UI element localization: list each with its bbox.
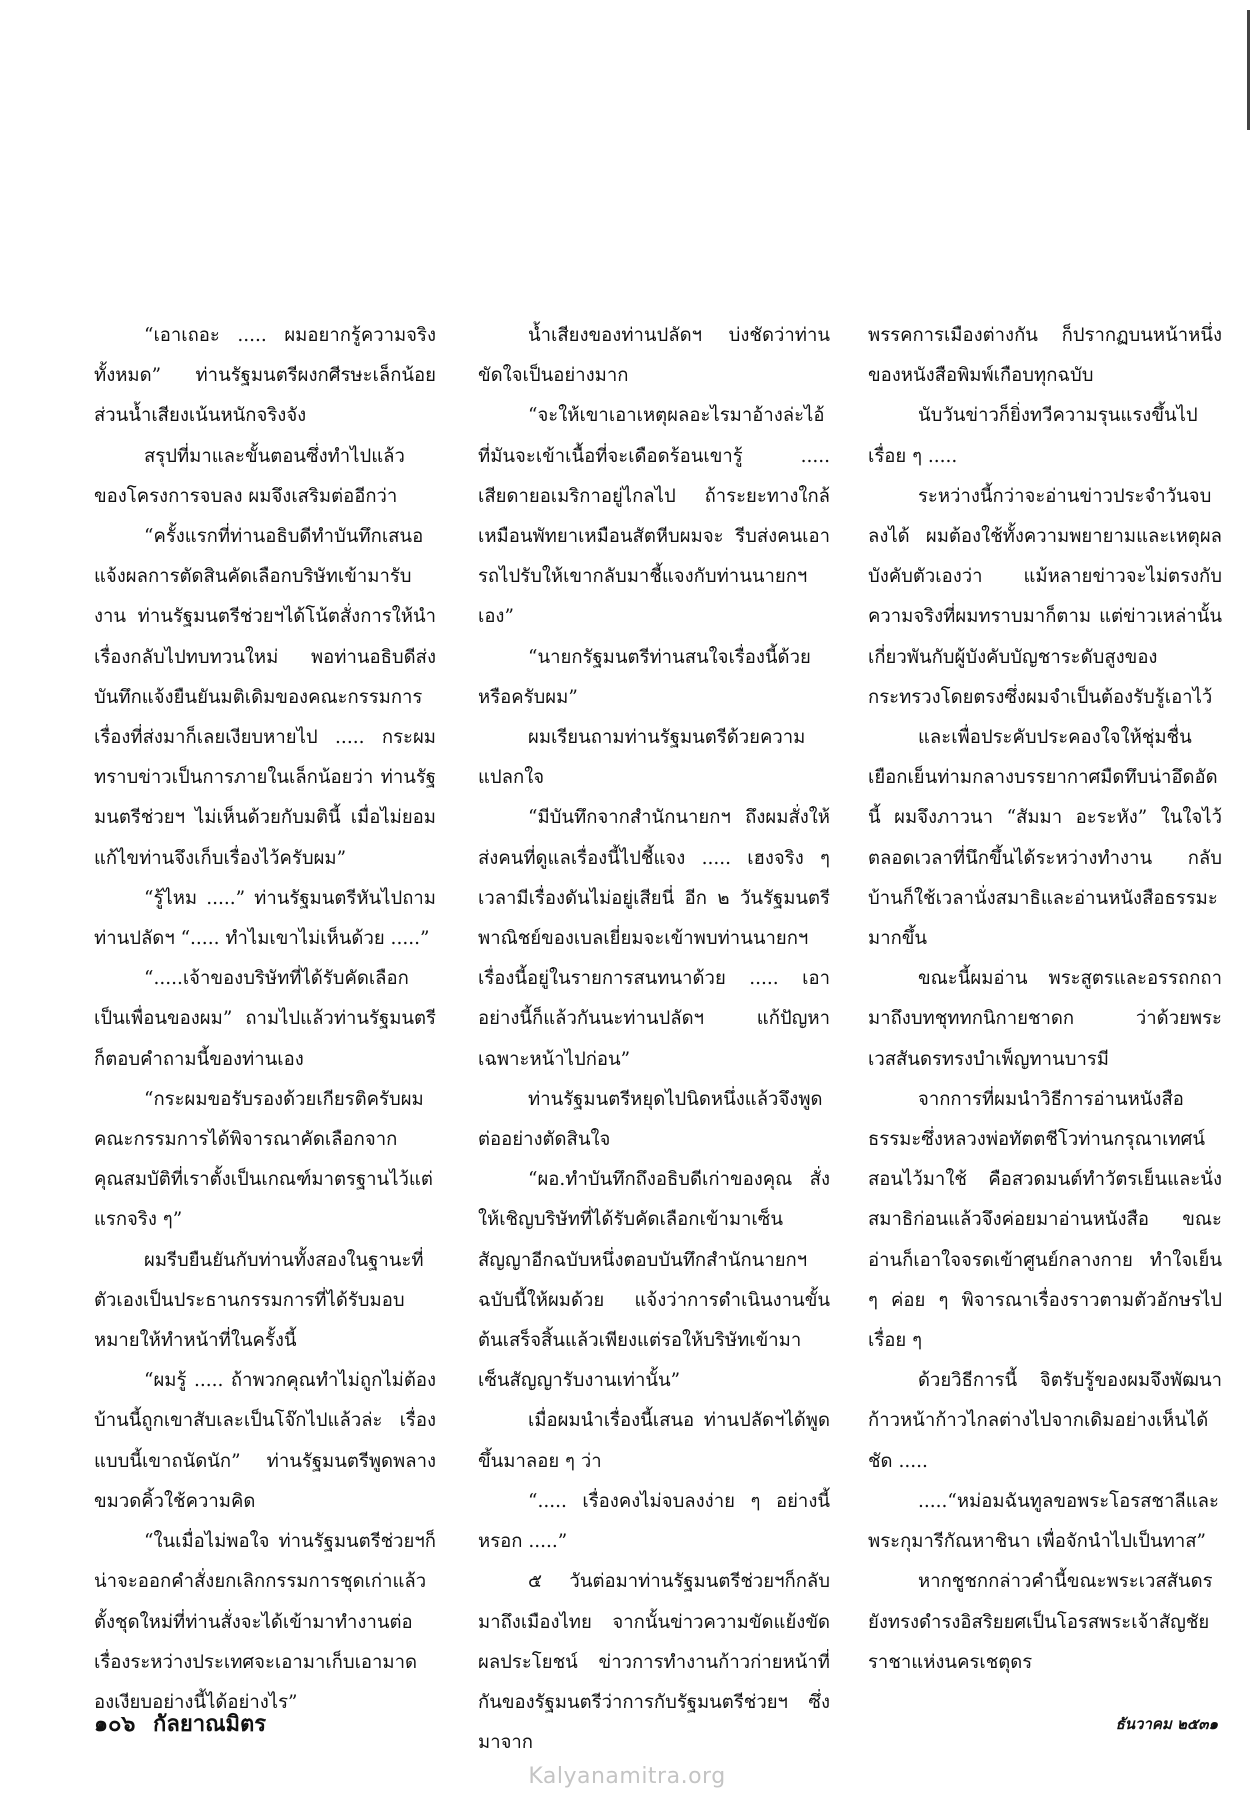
paragraph: “รู้ไหม .....” ท่านรัฐมนตรีหันไปถามท่านปลัดฯ “..... ทำไมเขาไม่เห็นด้วย .....” [94, 887, 436, 950]
paragraph: ด้วยวิธีการนี้ จิตรับรู้ของผมจึงพัฒนาก้าวหน้าก้าวไกลต่างไปจากเดิมอย่างเห็นได้ชัด ..... [868, 1370, 1222, 1472]
text-column-3 [868, 316, 1222, 1696]
paragraph: สรุปที่มาและขั้นตอนซึ่งทำไปแล้วของโครงการจบลง ผมจึงเสริมต่ออีกว่า [94, 445, 405, 507]
paragraph: ผมรีบยืนยันกับท่านทั้งสองในฐานะที่ตัวเองเป็นประธานกรรมการที่ได้รับมอบหมายให้ทำหน้าที่ในครั้งนี้ [94, 1249, 424, 1352]
paragraph: น้ำเสียงของท่านปลัดฯ บ่งชัดว่าท่านขัดใจเป็นอย่างมาก [478, 325, 830, 387]
paragraph: เมื่อผมนำเรื่องนี้เสนอ ท่านปลัดฯได้พูดขึ้นมาลอย ๆ ว่า [478, 1410, 830, 1472]
text-column-1 [94, 316, 436, 1713]
paragraph: ขณะนี้ผมอ่าน พระสูตรและอรรถกถามาถึงบทชุททกนิกายชาดก ว่าด้วยพระเวสสันดรทรงบำเพ็ญทานบารมี [868, 968, 1222, 1070]
paragraph: นับวันข่าวก็ยิ่งทวีความรุนแรงขึ้นไปเรื่อย ๆ ..... [868, 405, 1198, 467]
paragraph: จากการที่ผมนำวิธีการอ่านหนังสือธรรมะซึ่งหลวงพ่อทัตตชีโวท่านกรุณาเทศน์สอนไว้มาใช้ คือสวดมนต์ทำวัตรเย็นและนั่งสมาธิก่อนแล้วจึงค่อยมาอ่านหนังสือ ขณะอ่านก็เอาใจจรดเข้าศูนย์กลางกาย ทำใจเย็น ๆ ค่อย ๆ พิจารณาเรื่องราวตามตัวอักษรไปเรื่อย ๆ [868, 1088, 1222, 1352]
page-number: ๑๐๖ [94, 1712, 136, 1737]
watermark: Kalyanamitra.org [528, 1764, 726, 1789]
paragraph: “นายกรัฐมนตรีท่านสนใจเรื่องนี้ด้วยหรือครับผม” [478, 646, 811, 708]
paragraph: ๕ วันต่อมาท่านรัฐมนตรีช่วยฯก็กลับมาถึงเมืองไทย จากนั้นข่าวความขัดแย้งขัดผลประโยชน์ ข่าวการทำงานก้าวก่ายหน้าที่กันของรัฐมนตรีว่าการกับรัฐมนตรีช่วยฯ ซึ่งมาจาก [478, 1571, 830, 1754]
scan-edge-mark [1247, 10, 1250, 130]
issue-date: ธันวาคม ๒๕๓๑ [1115, 1715, 1218, 1733]
paragraph: “จะให้เขาเอาเหตุผลอะไรมาอ้างล่ะไอ้ที่มันจะเข้าเนื้อที่จะเดือดร้อนเขารู้ ..... เสียดายอเมริกาอยู่ไกลไป ถ้าระยะทางใกล้เหมือนพัทยาเหมือนสัตหีบผมจะ รีบส่งคนเอารถไปรับให้เขากลับมาชี้แจงกับท่านนายกฯเอง” [478, 405, 830, 628]
paragraph: ท่านรัฐมนตรีหยุดไปนิดหนึ่งแล้วจึงพูดต่ออย่างตัดสินใจ [478, 1088, 823, 1151]
paragraph: .....“หม่อมฉันทูลขอพระโอรสชาลีและพระกุมารีกัณหาชินา เพื่อจักนำไปเป็นทาส” [868, 1490, 1219, 1553]
paragraph: “ผมรู้ ..... ถ้าพวกคุณทำไม่ถูกไม่ต้องบ้านนี้ถูกเขาสับเละเป็นโจ๊กไปแล้วล่ะ เรื่องแบบนี้เขาถนัดนัก” ท่านรัฐมนตรีพูดพลางขมวดคิ้วใช้ความคิด [94, 1370, 436, 1512]
paragraph: ผมเรียนถามท่านรัฐมนตรีด้วยความแปลกใจ [478, 727, 806, 789]
paragraph: “.....เจ้าของบริษัทที่ได้รับคัดเลือกเป็นเพื่อนของผม” ถามไปแล้วท่านรัฐมนตรีก็ตอบคำถามนี้ของท่านเอง [94, 968, 436, 1070]
text-column-2 [478, 316, 830, 1754]
paragraph: พรรคการเมืองต่างกัน ก็ปรากฏบนหน้าหนึ่งของหนังสือพิมพ์เกือบทุกฉบับ [868, 325, 1222, 387]
paragraph: ระหว่างนี้กว่าจะอ่านข่าวประจำวันจบลงได้ ผมต้องใช้ทั้งความพยายามและเหตุผลบังคับตัวเองว่า แม้หลายข่าวจะไม่ตรงกับความจริงที่ผมทราบมาก็ตาม แต่ข่าวเหล่านั้นเกี่ยวพันกับผู้บังคับบัญชาระดับสูงของกระทรวงโดยตรงซึ่งผมจำเป็นต้องรับรู้เอาไว้ [868, 485, 1222, 708]
paragraph: “มีบันทึกจากสำนักนายกฯ ถึงผมสั่งให้ส่งคนที่ดูแลเรื่องนี้ไปชี้แจง ..... เฮงจริง ๆ เวลามีเรื่องดันไม่อยู่เสียนี่ อีก ๒ วันรัฐมนตรีพาณิชย์ของเบลเยี่ยมจะเข้าพบท่านนายกฯ เรื่องนี้อยู่ในรายการสนทนาด้วย ..... เอาอย่างนี้ก็แล้วกันนะท่านปลัดฯ แก้ปัญหาเฉพาะหน้าไปก่อน” [478, 807, 830, 1070]
paragraph: “ในเมื่อไม่พอใจ ท่านรัฐมนตรีช่วยฯก็น่าจะออกคำสั่งยกเลิกกรรมการชุดเก่าแล้วตั้งชุดใหม่ที่ท่านสั่งจะได้เข้ามาทำงานต่อ เรื่องระหว่างประเทศจะเอามาเก็บเอามาดองเงียบอย่างนี้ได้อย่างไร” [94, 1531, 436, 1713]
magazine-name: กัลยาณมิตร [153, 1712, 267, 1737]
paragraph: และเพื่อประคับประคองใจให้ชุ่มชื่นเยือกเย็นท่ามกลางบรรยากาศมืดทึบน่าอึดอัดนี้ ผมจึงภาวนา “สัมมา อะระหัง” ในใจไว้ตลอดเวลาที่นึกขึ้นได้ระหว่างทำงาน กลับบ้านก็ใช้เวลานั่งสมาธิและอ่านหนังสือธรรมะมากขึ้น [868, 727, 1222, 950]
paragraph: “ครั้งแรกที่ท่านอธิบดีทำบันทึกเสนอแจ้งผลการตัดสินคัดเลือกบริษัทเข้ามารับงาน ท่านรัฐมนตรีช่วยฯได้โน้ตสั่งการให้นำเรื่องกลับไปทบทวนใหม่ พอท่านอธิบดีส่งบันทึกแจ้งยืนยันมติเดิมของคณะกรรมการ เรื่องที่ส่งมาก็เลยเงียบหายไป ..... กระผมทราบข่าวเป็นการภายในเล็กน้อยว่า ท่านรัฐมนตรีช่วยฯ ไม่เห็นด้วยกับมตินี้ เมื่อไม่ยอมแก้ไขท่านจึงเก็บเรื่องไว้ครับผม” [94, 526, 436, 869]
paragraph: “ผอ.ทำบันทึกถึงอธิบดีเก่าของคุณ สั่งให้เชิญบริษัทที่ได้รับคัดเลือกเข้ามาเซ็นสัญญาอีกฉบับหนึ่งตอบบันทึกสำนักนายกฯฉบับนี้ให้ผมด้วย แจ้งว่าการดำเนินงานขั้นต้นเสร็จสิ้นแล้วเพียงแต่รอให้บริษัทเข้ามาเซ็นสัญญารับงานเท่านั้น” [478, 1169, 830, 1392]
paragraph: หากชูชกกล่าวคำนี้ขณะพระเวสสันดรยังทรงดำรงอิสริยยศเป็นโอรสพระเจ้าสัญชัยราชาแห่งนครเชตุดร [868, 1571, 1213, 1673]
page-footer [94, 1706, 276, 1741]
paragraph: “กระผมขอรับรองด้วยเกียรติครับผม คณะกรรมการได้พิจารณาคัดเลือกจากคุณสมบัติที่เราตั้งเป็นเกณฑ์มาตรฐานไว้แต่แรกจริง ๆ” [94, 1088, 433, 1231]
paragraph: “..... เรื่องคงไม่จบลงง่าย ๆ อย่างนี้หรอก .....” [478, 1490, 830, 1553]
paragraph: “เอาเถอะ ..... ผมอยากรู้ความจริงทั้งหมด” ท่านรัฐมนตรีผงกศีรษะเล็กน้อย ส่วนน้ำเสียงเน้นหนักจริงจัง [94, 325, 436, 427]
